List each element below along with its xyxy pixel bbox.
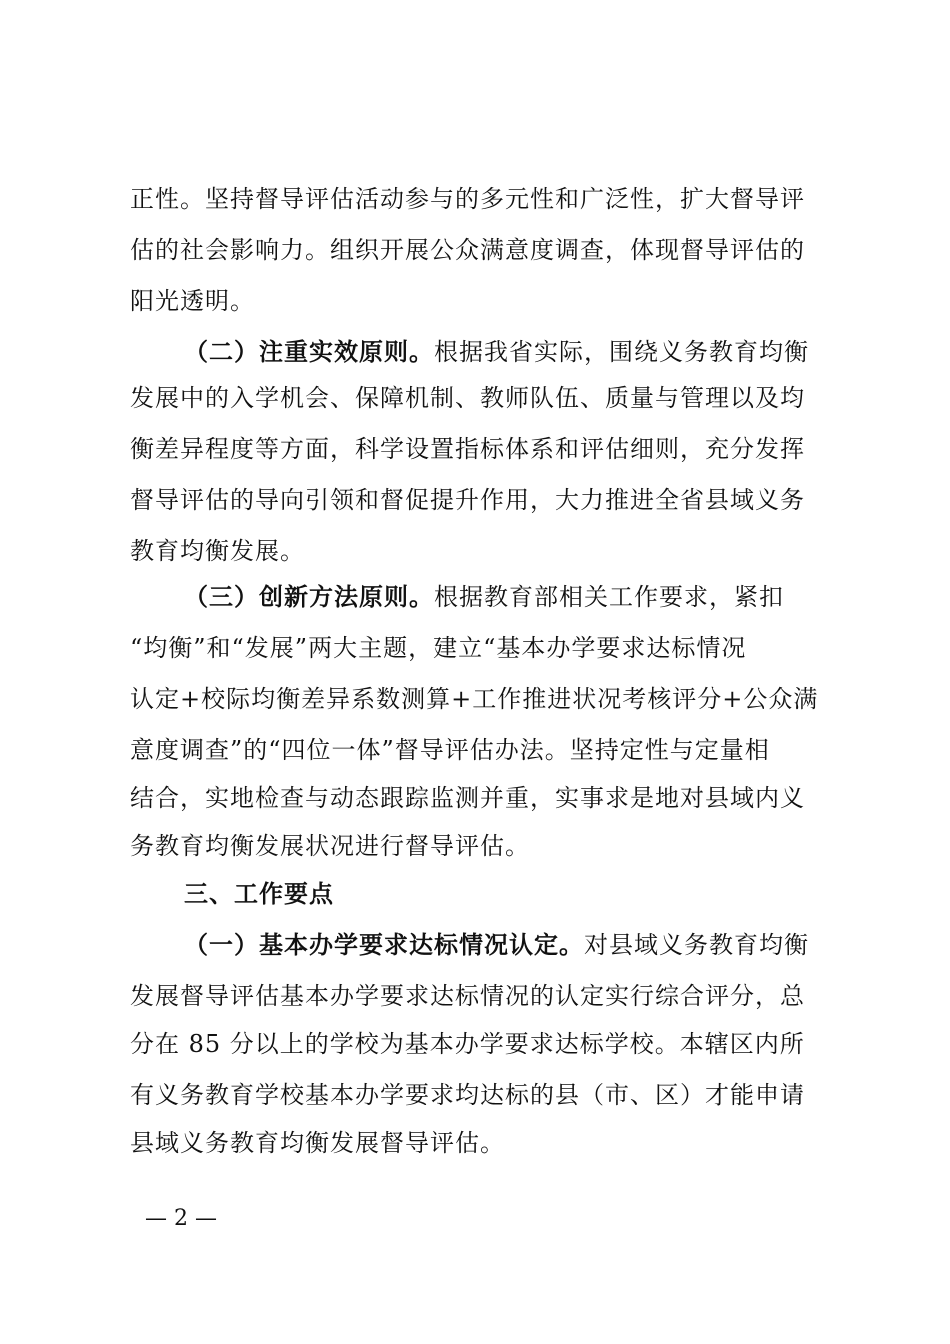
text-line: 根据我省实际，围绕义务教育均衡 <box>434 338 809 366</box>
text-line: 阳光透明。 <box>130 287 255 315</box>
paragraph-lead-bold: （三）创新方法原则。 <box>184 582 434 611</box>
page-number: — 2 — <box>145 1206 217 1231</box>
text-line: 有义务教育学校基本办学要求均达标的县（市、区）才能申请 <box>130 1081 805 1109</box>
text-line: 发展督导评估基本办学要求达标情况的认定实行综合评分，总 <box>130 982 805 1010</box>
text-line: 分在 85 分以上的学校为基本办学要求达标学校。本辖区内所 <box>130 1030 805 1058</box>
paragraph-lead-bold: （二）注重实效原则。 <box>184 337 434 366</box>
section-heading: 三、工作要点 <box>184 880 334 908</box>
text-line: 正性。坚持督导评估活动参与的多元性和广泛性，扩大督导评 <box>130 185 805 213</box>
text-line: 督导评估的导向引领和督促提升作用，大力推进全省县域义务 <box>130 486 805 514</box>
text-line: 对县域义务教育均衡 <box>584 931 809 959</box>
text-line: 根据教育部相关工作要求，紧扣 <box>434 583 784 611</box>
text-line: 衡差异程度等方面，科学设置指标体系和评估细则，充分发挥 <box>130 435 805 463</box>
text-line: 估的社会影响力。组织开展公众满意度调查，体现督导评估的 <box>130 236 805 264</box>
paragraph-lead-line <box>184 928 884 962</box>
text-line: 县域义务教育均衡发展督导评估。 <box>130 1129 505 1157</box>
text-line: 认定+校际均衡差异系数测算+工作推进状况考核评分+公众满 <box>130 685 819 713</box>
text-line: 结合，实地检查与动态跟踪监测并重，实事求是地对县域内义 <box>130 784 805 812</box>
text-line: 务教育均衡发展状况进行督导评估。 <box>130 832 530 860</box>
text-line: 发展中的入学机会、保障机制、教师队伍、质量与管理以及均 <box>130 384 805 412</box>
text-line: “均衡”和“发展”两大主题，建立“基本办学要求达标情况 <box>130 634 747 662</box>
paragraph-lead-line <box>184 580 884 614</box>
paragraph-lead-line <box>184 335 884 369</box>
text-line: 意度调查”的“四位一体”督导评估办法。坚持定性与定量相 <box>130 736 770 764</box>
text-line: 教育均衡发展。 <box>130 537 305 565</box>
paragraph-lead-bold: （一）基本办学要求达标情况认定。 <box>184 930 584 959</box>
